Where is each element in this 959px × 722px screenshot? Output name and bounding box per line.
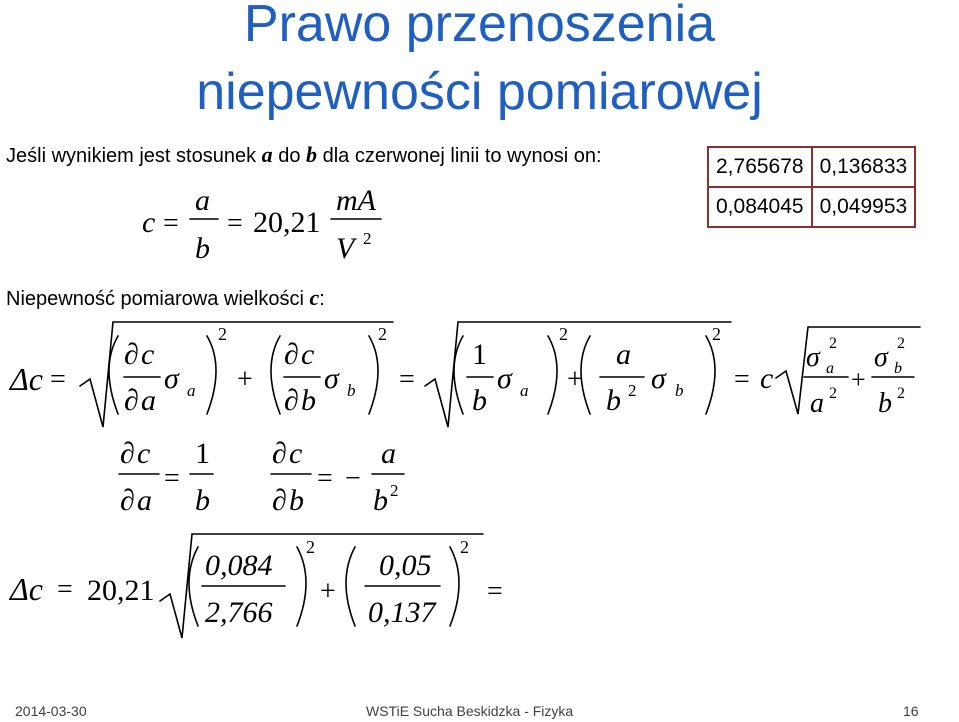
f2-f4-den-exp: 2 <box>628 381 637 400</box>
f2-eq-2: = <box>399 364 415 395</box>
f2-sigma-a-sub: a <box>187 381 196 400</box>
f2-r3-sigma-b-exp: 2 <box>897 335 905 352</box>
f4-n2: 0,05 <box>379 549 432 582</box>
f3-minus: − <box>345 463 361 494</box>
f3-d1-den-d: ∂ <box>120 484 135 517</box>
f2-d1-num-d: ∂ <box>124 338 139 371</box>
f1-eq-2: = <box>227 208 243 239</box>
f2-exp-4: 2 <box>712 324 721 344</box>
f2-c: c <box>760 362 774 395</box>
f1-den-v: V <box>336 232 355 265</box>
f3-r2-den-exp: 2 <box>390 481 399 500</box>
f3-r1-den-b: b <box>195 484 210 517</box>
f3-d2-num-c: c <box>289 437 303 470</box>
f4-n1: 0,084 <box>205 549 273 582</box>
f2-r3-sigma-a: σ <box>806 342 820 373</box>
f3-eq-2: = <box>317 463 333 494</box>
f1-den-b: b <box>195 232 210 265</box>
f1-c: c <box>142 206 156 239</box>
table-cell: 0,084045 <box>708 187 812 227</box>
f2-r3-den-b: b <box>878 388 892 419</box>
f1-num-ma: mA <box>336 184 376 217</box>
intro-mid: do <box>272 145 307 167</box>
f1-num-a: a <box>195 184 210 217</box>
footer-page-number: 16 <box>903 703 919 719</box>
f2-r3-plus: + <box>851 365 866 394</box>
table-cell: 0,136833 <box>812 147 916 187</box>
f3-d2-den-d: ∂ <box>272 484 287 517</box>
f2-d2-den-b: b <box>301 384 316 417</box>
table-cell: 2,765678 <box>708 147 812 187</box>
f3-eq-1: = <box>164 463 180 494</box>
f3-d1-num-d: ∂ <box>120 437 135 470</box>
f3-r2-num-a: a <box>381 437 396 470</box>
f1-coef: 20,21 <box>253 206 321 239</box>
f4-exp-1: 2 <box>306 537 315 557</box>
slide-title-line-1: Prawo przenoszenia <box>243 0 716 53</box>
f4-coef: 20,21 <box>87 574 155 607</box>
f2-r3-den-b-exp: 2 <box>897 385 905 402</box>
f2-r3-den-a: a <box>810 388 824 419</box>
f2-f3-den-b: b <box>472 384 487 417</box>
f1-den-exp: 2 <box>363 229 372 248</box>
f2-eq-3: = <box>734 364 750 395</box>
f2-sigma-b-2-sub: b <box>675 381 684 400</box>
f2-d2-num-d: ∂ <box>284 338 299 371</box>
f2-sigma-b: σ <box>324 362 339 395</box>
f2-f4-den-b: b <box>606 384 621 417</box>
f2-exp-2: 2 <box>378 324 387 344</box>
f4-eq-1: = <box>57 574 73 605</box>
f2-f4-num-a: a <box>616 338 631 371</box>
f2-plus-2: + <box>567 364 583 395</box>
f2-r3-sigma-a-exp: 2 <box>829 335 837 352</box>
f2-sigma-a: σ <box>164 362 179 395</box>
f2-d1-den-d: ∂ <box>124 384 139 417</box>
f2-d2-den-d: ∂ <box>284 384 299 417</box>
table-cell: 0,049953 <box>812 187 916 227</box>
f2-f3-num-1: 1 <box>472 338 487 371</box>
f2-sigma-b-2: σ <box>651 362 666 395</box>
f4-d2: 0,137 <box>368 596 436 629</box>
f4-exp-2: 2 <box>460 537 469 557</box>
f2-r3-den-a-exp: 2 <box>829 385 837 402</box>
f1-eq-1: = <box>163 208 179 239</box>
f3-d1-num-c: c <box>137 437 151 470</box>
f2-r3-sigma-b-sub: b <box>894 360 902 377</box>
f2-sigma-a-2-sub: a <box>520 381 529 400</box>
f3-d2-den-b: b <box>289 484 304 517</box>
slide-title-line-2: niepewności pomiarowej <box>196 63 763 121</box>
f3-r1-num-1: 1 <box>195 437 210 470</box>
intro-var-b: b <box>306 142 318 167</box>
f3-d1-den-a: a <box>137 484 152 517</box>
f2-exp-3: 2 <box>559 324 568 344</box>
f2-plus-1: + <box>237 364 253 395</box>
f4-delta-c: Δc <box>10 571 43 607</box>
f3-d2-num-d: ∂ <box>272 437 287 470</box>
f2-d1-num-c: c <box>141 338 155 371</box>
uncertainty-label-text: Niepewność pomiarowa wielkości <box>6 288 310 310</box>
f2-r3-sigma-b: σ <box>874 342 888 373</box>
f2-exp-1: 2 <box>218 324 227 344</box>
f4-eq-2: = <box>487 576 503 607</box>
footer-center: WSTiE Sucha Beskidzka - Fizyka <box>366 703 574 719</box>
f2-d1-den-a: a <box>141 384 156 417</box>
f2-sigma-a-2: σ <box>497 362 512 395</box>
f2-r3-sigma-a-sub: a <box>826 360 834 377</box>
uncertainty-label-colon: : <box>319 288 325 310</box>
f2-d2-num-c: c <box>301 338 315 371</box>
f4-plus: + <box>320 576 336 607</box>
f2-delta-c: Δc <box>10 361 43 397</box>
f2-sigma-b-sub: b <box>347 381 356 400</box>
intro-before: Jeśli wynikiem jest stosunek <box>6 145 262 167</box>
intro-after: dla czerwonej linii to wynosi on: <box>317 145 602 167</box>
f4-d1: 2,766 <box>205 596 273 629</box>
uncertainty-label-var: c <box>309 285 320 310</box>
f2-eq-1: = <box>50 364 66 395</box>
footer-date: 2014-03-30 <box>15 703 87 719</box>
f3-r2-den-b: b <box>373 484 388 517</box>
intro-var-a: a <box>261 142 273 167</box>
